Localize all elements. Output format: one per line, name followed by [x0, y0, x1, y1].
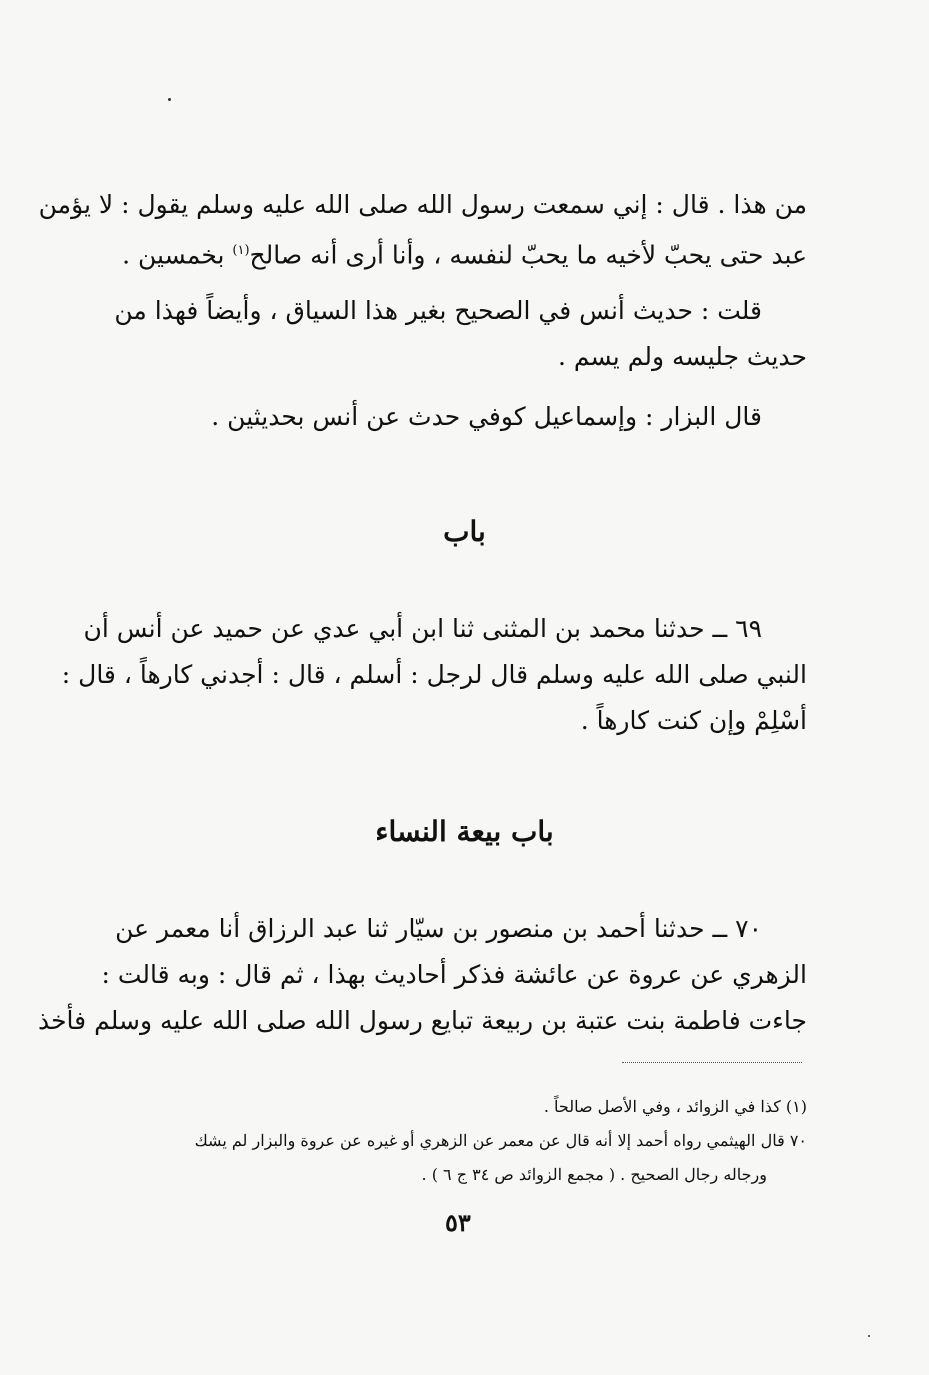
text-line: قلت : حديث أنس في الصحيح بغير هذا السياق ، وأيضاً فهذا من: [114, 296, 762, 325]
text-line: أسْلِمْ وإن كنت كارهاً .: [580, 706, 807, 735]
footnote-70-line: ورجاله رجال الصحيح . ( مجمع الزوائد ص ٣٤ ج ٦ ) .: [421, 1165, 767, 1184]
text-line: ٦٩ ــ حدثنا محمد بن المثنى ثنا ابن أبي عدي عن حميد عن أنس أن: [83, 614, 762, 643]
page-number: ٥٣: [445, 1208, 471, 1237]
speck-mark: [868, 1335, 870, 1337]
chapter-heading-bayah: باب بيعة النساء: [375, 815, 554, 848]
hadith-70: [37, 906, 807, 1044]
footnotes: [132, 1090, 807, 1192]
footnote-1: (١) كذا في الزوائد ، وفي الأصل صالحاً .: [543, 1097, 807, 1116]
text-line: النبي صلى الله عليه وسلم قال لرجل : أسلم ، قال : أجدني كارهاً ، قال :: [61, 660, 807, 689]
speck-mark: [168, 98, 171, 101]
text-line: الزهري عن عروة عن عائشة فذكر أحاديث بهذا ، ثم قال : وبه قالت :: [101, 960, 807, 989]
paragraph-bazzar: [132, 394, 807, 440]
footnote-divider: [622, 1062, 802, 1063]
paragraph-continuation: [38, 182, 807, 278]
chapter-heading: باب: [443, 515, 486, 548]
text-line: جاءت فاطمة بنت عتبة بن ربيعة تبايع رسول الله صلى الله عليه وسلم فأخذ: [37, 1006, 807, 1035]
footnote-marker[interactable]: (١): [232, 243, 250, 258]
footnote-70-line: ٧٠ قال الهيثمي رواه أحمد إلا أنه قال عن معمر عن الزهري أو غيره عن عروة والبزار لم يشك: [194, 1131, 807, 1150]
text-line: حديث جليسه ولم يسم .: [557, 342, 807, 371]
hadith-69: [61, 606, 807, 744]
text-segment: عبد حتى يحبّ لأخيه ما يحبّ لنفسه ، وأنا أرى أنه صالح: [249, 240, 807, 270]
paragraph-comment: [114, 288, 807, 380]
text-line: من هذا . قال : إني سمعت رسول الله صلى الله عليه وسلم يقول : لا يؤمن: [38, 190, 807, 219]
text-line: ٧٠ ــ حدثنا أحمد بن منصور بن سيّار ثنا عبد الرزاق أنا معمر عن: [115, 914, 762, 943]
text-line: [122, 228, 807, 278]
text-line: قال البزار : وإسماعيل كوفي حدث عن أنس بحديثين .: [211, 402, 762, 431]
text-segment: بخمسين .: [122, 240, 233, 270]
